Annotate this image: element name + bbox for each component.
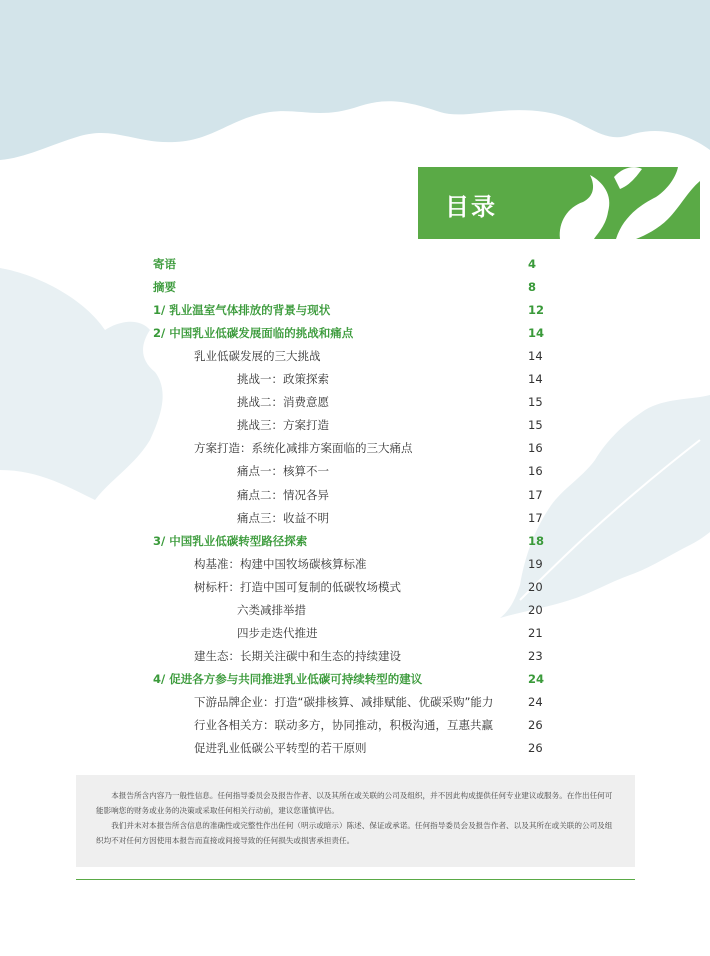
toc-entry-page-number: 14 — [528, 326, 545, 341]
toc-entry[interactable] — [0, 346, 710, 366]
toc-entry[interactable] — [0, 415, 710, 435]
toc-entry-page-number: 17 — [528, 487, 543, 502]
toc-entry-label: 痛点三：收益不明 — [237, 510, 329, 525]
toc-entry-label: 乳业低碳发展的三大挑战 — [194, 349, 321, 364]
footer-divider — [76, 879, 635, 880]
toc-entry[interactable] — [0, 323, 710, 343]
toc-entry[interactable] — [0, 392, 710, 412]
toc-entry-page-number: 4 — [528, 257, 537, 271]
toc-entry[interactable] — [0, 669, 710, 689]
toc-entry-label: 树标杆：打造中国可复制的低碳牧场模式 — [194, 579, 401, 594]
toc-entry-page-number: 17 — [528, 510, 543, 525]
toc-entry[interactable] — [0, 692, 710, 712]
toc-entry-page-number: 18 — [528, 533, 545, 548]
toc-entry[interactable] — [0, 715, 710, 735]
toc-entry-label: 痛点一：核算不一 — [237, 464, 329, 479]
toc-entry-label: 3/ 中国乳业低碳转型路径探索 — [153, 533, 308, 548]
toc-entry[interactable] — [0, 577, 710, 597]
toc-entry-page-number: 15 — [528, 418, 543, 433]
toc-entry-label: 1/ 乳业温室气体排放的背景与现状 — [153, 303, 331, 318]
toc-entry[interactable] — [0, 531, 710, 551]
toc-entry[interactable] — [0, 254, 710, 274]
toc-entry[interactable] — [0, 461, 710, 481]
disclaimer-paragraph-2: 我们并未对本报告所含信息的准确性或完整性作出任何（明示或暗示）陈述、保证或承诺。任何指导委员会及报告作者、以及其所在或关联的公司及组织均不对任何方因使用本报告而直接或间接导致的任何损失或损害承担责任。 — [96, 821, 613, 845]
toc-entry[interactable] — [0, 554, 710, 574]
toc-entry-page-number: 26 — [528, 718, 543, 732]
toc-entry-page-number: 15 — [528, 395, 543, 410]
toc-entry[interactable] — [0, 277, 710, 297]
toc-entry[interactable] — [0, 600, 710, 620]
toc-entry-page-number: 16 — [528, 441, 543, 456]
toc-entry-label: 挑战一：政策探索 — [237, 372, 329, 387]
toc-entry-label: 构基准：构建中国牧场碳核算标准 — [194, 556, 367, 571]
disclaimer-paragraph-1: 本报告所含内容乃一般性信息。任何指导委员会及报告作者、以及其所在或关联的公司及组织，并不因此构成提供任何专业建议或服务。在作出任何可能影响您的财务或业务的决策或采取任何相关行动前，建议您谨慎评估。 — [96, 791, 613, 815]
toc-entry-page-number: 14 — [528, 349, 543, 364]
toc-entry-label: 促进乳业低碳公平转型的若干原则 — [194, 741, 367, 756]
page-title: 目录 — [445, 193, 497, 221]
toc-entry-label: 挑战二：消费意愿 — [237, 395, 329, 410]
disclaimer-box — [76, 775, 635, 867]
toc-entry[interactable] — [0, 300, 710, 320]
toc-entry-page-number: 8 — [528, 280, 537, 295]
toc-entry-page-number: 23 — [528, 648, 543, 663]
toc-entry-page-number: 14 — [528, 372, 543, 387]
toc-entry[interactable] — [0, 369, 710, 389]
toc-entry-page-number: 24 — [528, 671, 545, 686]
toc-entry-page-number: 20 — [528, 602, 543, 617]
toc-entry-page-number: 16 — [528, 464, 543, 479]
toc-entry-label: 六类减排举措 — [237, 602, 306, 617]
toc-entry-label: 摘要 — [153, 280, 176, 295]
toc-entry-page-number: 19 — [528, 556, 543, 571]
toc-entry[interactable] — [0, 438, 710, 458]
toc-entry-label: 行业各相关方：联动多方，协同推动，积极沟通，互惠共赢 — [194, 718, 493, 732]
toc-title-box — [418, 167, 700, 239]
toc-entry[interactable] — [0, 508, 710, 528]
toc-entry-label: 方案打造：系统化减排方案面临的三大痛点 — [194, 441, 413, 456]
toc-entry-label: 四步走迭代推进 — [237, 625, 318, 640]
toc-entry-label: 寄语 — [153, 257, 176, 271]
toc-entry-page-number: 26 — [528, 741, 543, 756]
toc-entry[interactable] — [0, 623, 710, 643]
toc-entry-label: 2/ 中国乳业低碳发展面临的挑战和痛点 — [153, 326, 354, 341]
toc-entry-label: 挑战三：方案打造 — [237, 418, 329, 433]
top-cloud-shape — [0, 0, 710, 160]
toc-entry[interactable] — [0, 738, 710, 758]
toc-entry-page-number: 21 — [528, 625, 543, 640]
toc-entry[interactable] — [0, 646, 710, 666]
toc-entry-page-number: 24 — [528, 694, 543, 709]
toc-entry-label: 下游品牌企业：打造“碳排核算、减排赋能、优碳采购”能力 — [194, 694, 494, 709]
toc-entry[interactable] — [0, 485, 710, 505]
toc-entry-page-number: 20 — [528, 579, 543, 594]
toc-entry-label: 痛点二：情况各异 — [237, 487, 329, 502]
toc-entry-page-number: 12 — [528, 303, 545, 318]
toc-entry-label: 建生态：长期关注碳中和生态的持续建设 — [194, 648, 401, 663]
toc-entry-label: 4/ 促进各方参与共同推进乳业低碳可持续转型的建议 — [153, 671, 423, 686]
